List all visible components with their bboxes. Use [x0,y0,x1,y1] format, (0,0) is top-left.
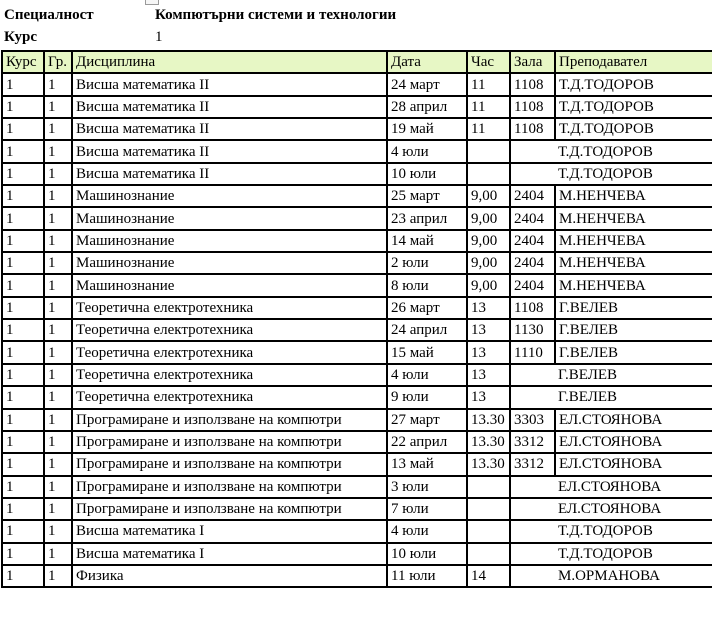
table-row [2,274,712,296]
cell-kurs: 1 [2,543,44,565]
cell-teacher: ЕЛ.СТОЯНОВА [555,431,712,453]
col-header-gr: Гр. [44,51,72,73]
col-header-teacher: Преподавател [555,51,712,73]
cell-kurs: 1 [2,207,44,229]
cell-teacher: М.НЕНЧЕВА [555,274,712,296]
cell-time: 9,00 [467,252,510,274]
cell-kurs: 1 [2,274,44,296]
cell-date: 13 май [387,453,467,475]
cell-time: 13.30 [467,453,510,475]
cell-teacher: М.ОРМАНОВА [555,565,712,587]
speciality-label: Специалност [4,7,94,23]
clipped-ui-artifact [145,0,159,5]
cell-kurs: 1 [2,453,44,475]
course-value: 1 [155,29,163,45]
cell-discipline: Висша математика I [72,543,387,565]
cell-kurs: 1 [2,96,44,118]
cell-discipline: Машинознание [72,207,387,229]
cell-teacher: ЕЛ.СТОЯНОВА [555,476,712,498]
cell-kurs: 1 [2,520,44,542]
cell-room: 3303 [510,409,555,431]
cell-teacher: Г.ВЕЛЕВ [555,364,712,386]
cell-time: 13 [467,341,510,363]
cell-gr: 1 [44,341,72,363]
cell-gr: 1 [44,565,72,587]
cell-discipline: Машинознание [72,252,387,274]
cell-gr: 1 [44,96,72,118]
cell-gr: 1 [44,386,72,408]
cell-gr: 1 [44,140,72,162]
cell-date: 24 април [387,319,467,341]
cell-time [467,140,510,162]
col-header-date: Дата [387,51,467,73]
cell-room: 1108 [510,118,555,140]
cell-room: 1108 [510,96,555,118]
cell-kurs: 1 [2,73,44,95]
cell-kurs: 1 [2,431,44,453]
cell-date: 26 март [387,297,467,319]
cell-teacher: Т.Д.ТОДОРОВ [555,73,712,95]
cell-gr: 1 [44,498,72,520]
cell-date: 10 юли [387,543,467,565]
cell-gr: 1 [44,453,72,475]
cell-time: 9,00 [467,207,510,229]
cell-room [510,364,555,386]
cell-discipline: Програмиране и използване на компютри [72,498,387,520]
cell-discipline: Теоретична електротехника [72,341,387,363]
table-row [2,73,712,95]
table-row [2,163,712,185]
table-row [2,297,712,319]
cell-room: 1108 [510,297,555,319]
cell-kurs: 1 [2,565,44,587]
cell-date: 3 юли [387,476,467,498]
cell-gr: 1 [44,520,72,542]
cell-teacher: Т.Д.ТОДОРОВ [555,520,712,542]
cell-teacher: Т.Д.ТОДОРОВ [555,140,712,162]
cell-discipline: Физика [72,565,387,587]
cell-discipline: Висша математика II [72,73,387,95]
cell-discipline: Програмиране и използване на компютри [72,409,387,431]
cell-kurs: 1 [2,163,44,185]
cell-date: 25 март [387,185,467,207]
cell-teacher: ЕЛ.СТОЯНОВА [555,409,712,431]
cell-kurs: 1 [2,252,44,274]
cell-room: 3312 [510,431,555,453]
cell-room: 2404 [510,207,555,229]
cell-discipline: Машинознание [72,274,387,296]
cell-discipline: Висша математика II [72,118,387,140]
cell-discipline: Теоретична електротехника [72,386,387,408]
cell-teacher: ЕЛ.СТОЯНОВА [555,498,712,520]
cell-gr: 1 [44,431,72,453]
cell-time: 13 [467,386,510,408]
cell-discipline: Програмиране и използване на компютри [72,476,387,498]
table-row [2,319,712,341]
cell-date: 19 май [387,118,467,140]
table-row [2,431,712,453]
cell-kurs: 1 [2,297,44,319]
cell-discipline: Теоретична електротехника [72,319,387,341]
cell-room: 1130 [510,319,555,341]
cell-room: 1108 [510,73,555,95]
cell-date: 4 юли [387,140,467,162]
cell-date: 7 юли [387,498,467,520]
cell-teacher: Т.Д.ТОДОРОВ [555,543,712,565]
cell-room: 3312 [510,453,555,475]
cell-room [510,498,555,520]
cell-teacher: М.НЕНЧЕВА [555,230,712,252]
table-row [2,96,712,118]
cell-room [510,543,555,565]
cell-date: 9 юли [387,386,467,408]
cell-date: 27 март [387,409,467,431]
speciality-value: Компютърни системи и технологии [155,7,397,23]
cell-room [510,520,555,542]
cell-kurs: 1 [2,185,44,207]
header-row [2,51,712,73]
cell-discipline: Програмиране и използване на компютри [72,453,387,475]
cell-time: 11 [467,118,510,140]
col-header-time: Час [467,51,510,73]
cell-discipline: Машинознание [72,185,387,207]
cell-gr: 1 [44,319,72,341]
cell-gr: 1 [44,476,72,498]
cell-discipline: Висша математика I [72,520,387,542]
cell-time: 9,00 [467,185,510,207]
cell-gr: 1 [44,543,72,565]
col-header-discipline: Дисциплина [72,51,387,73]
cell-discipline: Висша математика II [72,163,387,185]
cell-date: 14 май [387,230,467,252]
cell-time: 11 [467,73,510,95]
table-row [2,364,712,386]
table-row [2,409,712,431]
cell-time: 13 [467,297,510,319]
cell-time [467,498,510,520]
col-header-room: Зала [510,51,555,73]
cell-room [510,163,555,185]
cell-kurs: 1 [2,386,44,408]
cell-room: 2404 [510,274,555,296]
cell-teacher: Г.ВЕЛЕВ [555,319,712,341]
cell-discipline: Висша математика II [72,96,387,118]
cell-room: 2404 [510,230,555,252]
cell-date: 22 април [387,431,467,453]
table-row [2,565,712,587]
table-row [2,252,712,274]
cell-kurs: 1 [2,476,44,498]
cell-kurs: 1 [2,319,44,341]
table-row [2,140,712,162]
cell-room: 2404 [510,185,555,207]
cell-teacher: Г.ВЕЛЕВ [555,386,712,408]
table-row [2,386,712,408]
table-row [2,230,712,252]
cell-teacher: Т.Д.ТОДОРОВ [555,96,712,118]
cell-gr: 1 [44,185,72,207]
cell-discipline: Висша математика II [72,140,387,162]
cell-time: 13 [467,364,510,386]
cell-time: 13 [467,319,510,341]
cell-date: 2 юли [387,252,467,274]
cell-time [467,476,510,498]
table-row [2,498,712,520]
cell-kurs: 1 [2,364,44,386]
cell-date: 4 юли [387,364,467,386]
cell-discipline: Програмиране и използване на компютри [72,431,387,453]
cell-kurs: 1 [2,118,44,140]
exam-schedule-table [1,50,712,588]
cell-kurs: 1 [2,498,44,520]
cell-teacher: М.НЕНЧЕВА [555,252,712,274]
cell-date: 23 април [387,207,467,229]
cell-teacher: Т.Д.ТОДОРОВ [555,163,712,185]
table-row [2,341,712,363]
cell-date: 11 юли [387,565,467,587]
cell-room [510,565,555,587]
table-row [2,207,712,229]
cell-gr: 1 [44,207,72,229]
cell-gr: 1 [44,230,72,252]
cell-gr: 1 [44,297,72,319]
table-row [2,118,712,140]
schedule-table-body [2,73,712,587]
cell-date: 8 юли [387,274,467,296]
table-row [2,185,712,207]
cell-gr: 1 [44,163,72,185]
cell-date: 15 май [387,341,467,363]
cell-room [510,476,555,498]
course-label: Курс [4,29,38,45]
cell-gr: 1 [44,73,72,95]
cell-kurs: 1 [2,140,44,162]
cell-gr: 1 [44,364,72,386]
cell-gr: 1 [44,252,72,274]
cell-gr: 1 [44,274,72,296]
cell-teacher: Т.Д.ТОДОРОВ [555,118,712,140]
cell-time [467,543,510,565]
cell-time: 13.30 [467,409,510,431]
cell-kurs: 1 [2,230,44,252]
cell-room [510,386,555,408]
cell-date: 4 юли [387,520,467,542]
col-header-kurs: Курс [2,51,44,73]
cell-discipline: Машинознание [72,230,387,252]
cell-kurs: 1 [2,409,44,431]
cell-room: 2404 [510,252,555,274]
cell-teacher: М.НЕНЧЕВА [555,185,712,207]
cell-date: 10 юли [387,163,467,185]
cell-time [467,520,510,542]
cell-date: 24 март [387,73,467,95]
cell-kurs: 1 [2,341,44,363]
table-row [2,476,712,498]
cell-time [467,163,510,185]
table-row [2,520,712,542]
cell-time: 11 [467,96,510,118]
cell-time: 13.30 [467,431,510,453]
cell-teacher: Г.ВЕЛЕВ [555,341,712,363]
cell-time: 9,00 [467,230,510,252]
cell-room [510,140,555,162]
cell-gr: 1 [44,118,72,140]
cell-discipline: Теоретична електротехника [72,297,387,319]
cell-gr: 1 [44,409,72,431]
cell-teacher: ЕЛ.СТОЯНОВА [555,453,712,475]
cell-teacher: Г.ВЕЛЕВ [555,297,712,319]
cell-room: 1110 [510,341,555,363]
table-row [2,543,712,565]
cell-date: 28 април [387,96,467,118]
cell-time: 14 [467,565,510,587]
cell-teacher: М.НЕНЧЕВА [555,207,712,229]
cell-discipline: Теоретична електротехника [72,364,387,386]
cell-time: 9,00 [467,274,510,296]
table-row [2,453,712,475]
